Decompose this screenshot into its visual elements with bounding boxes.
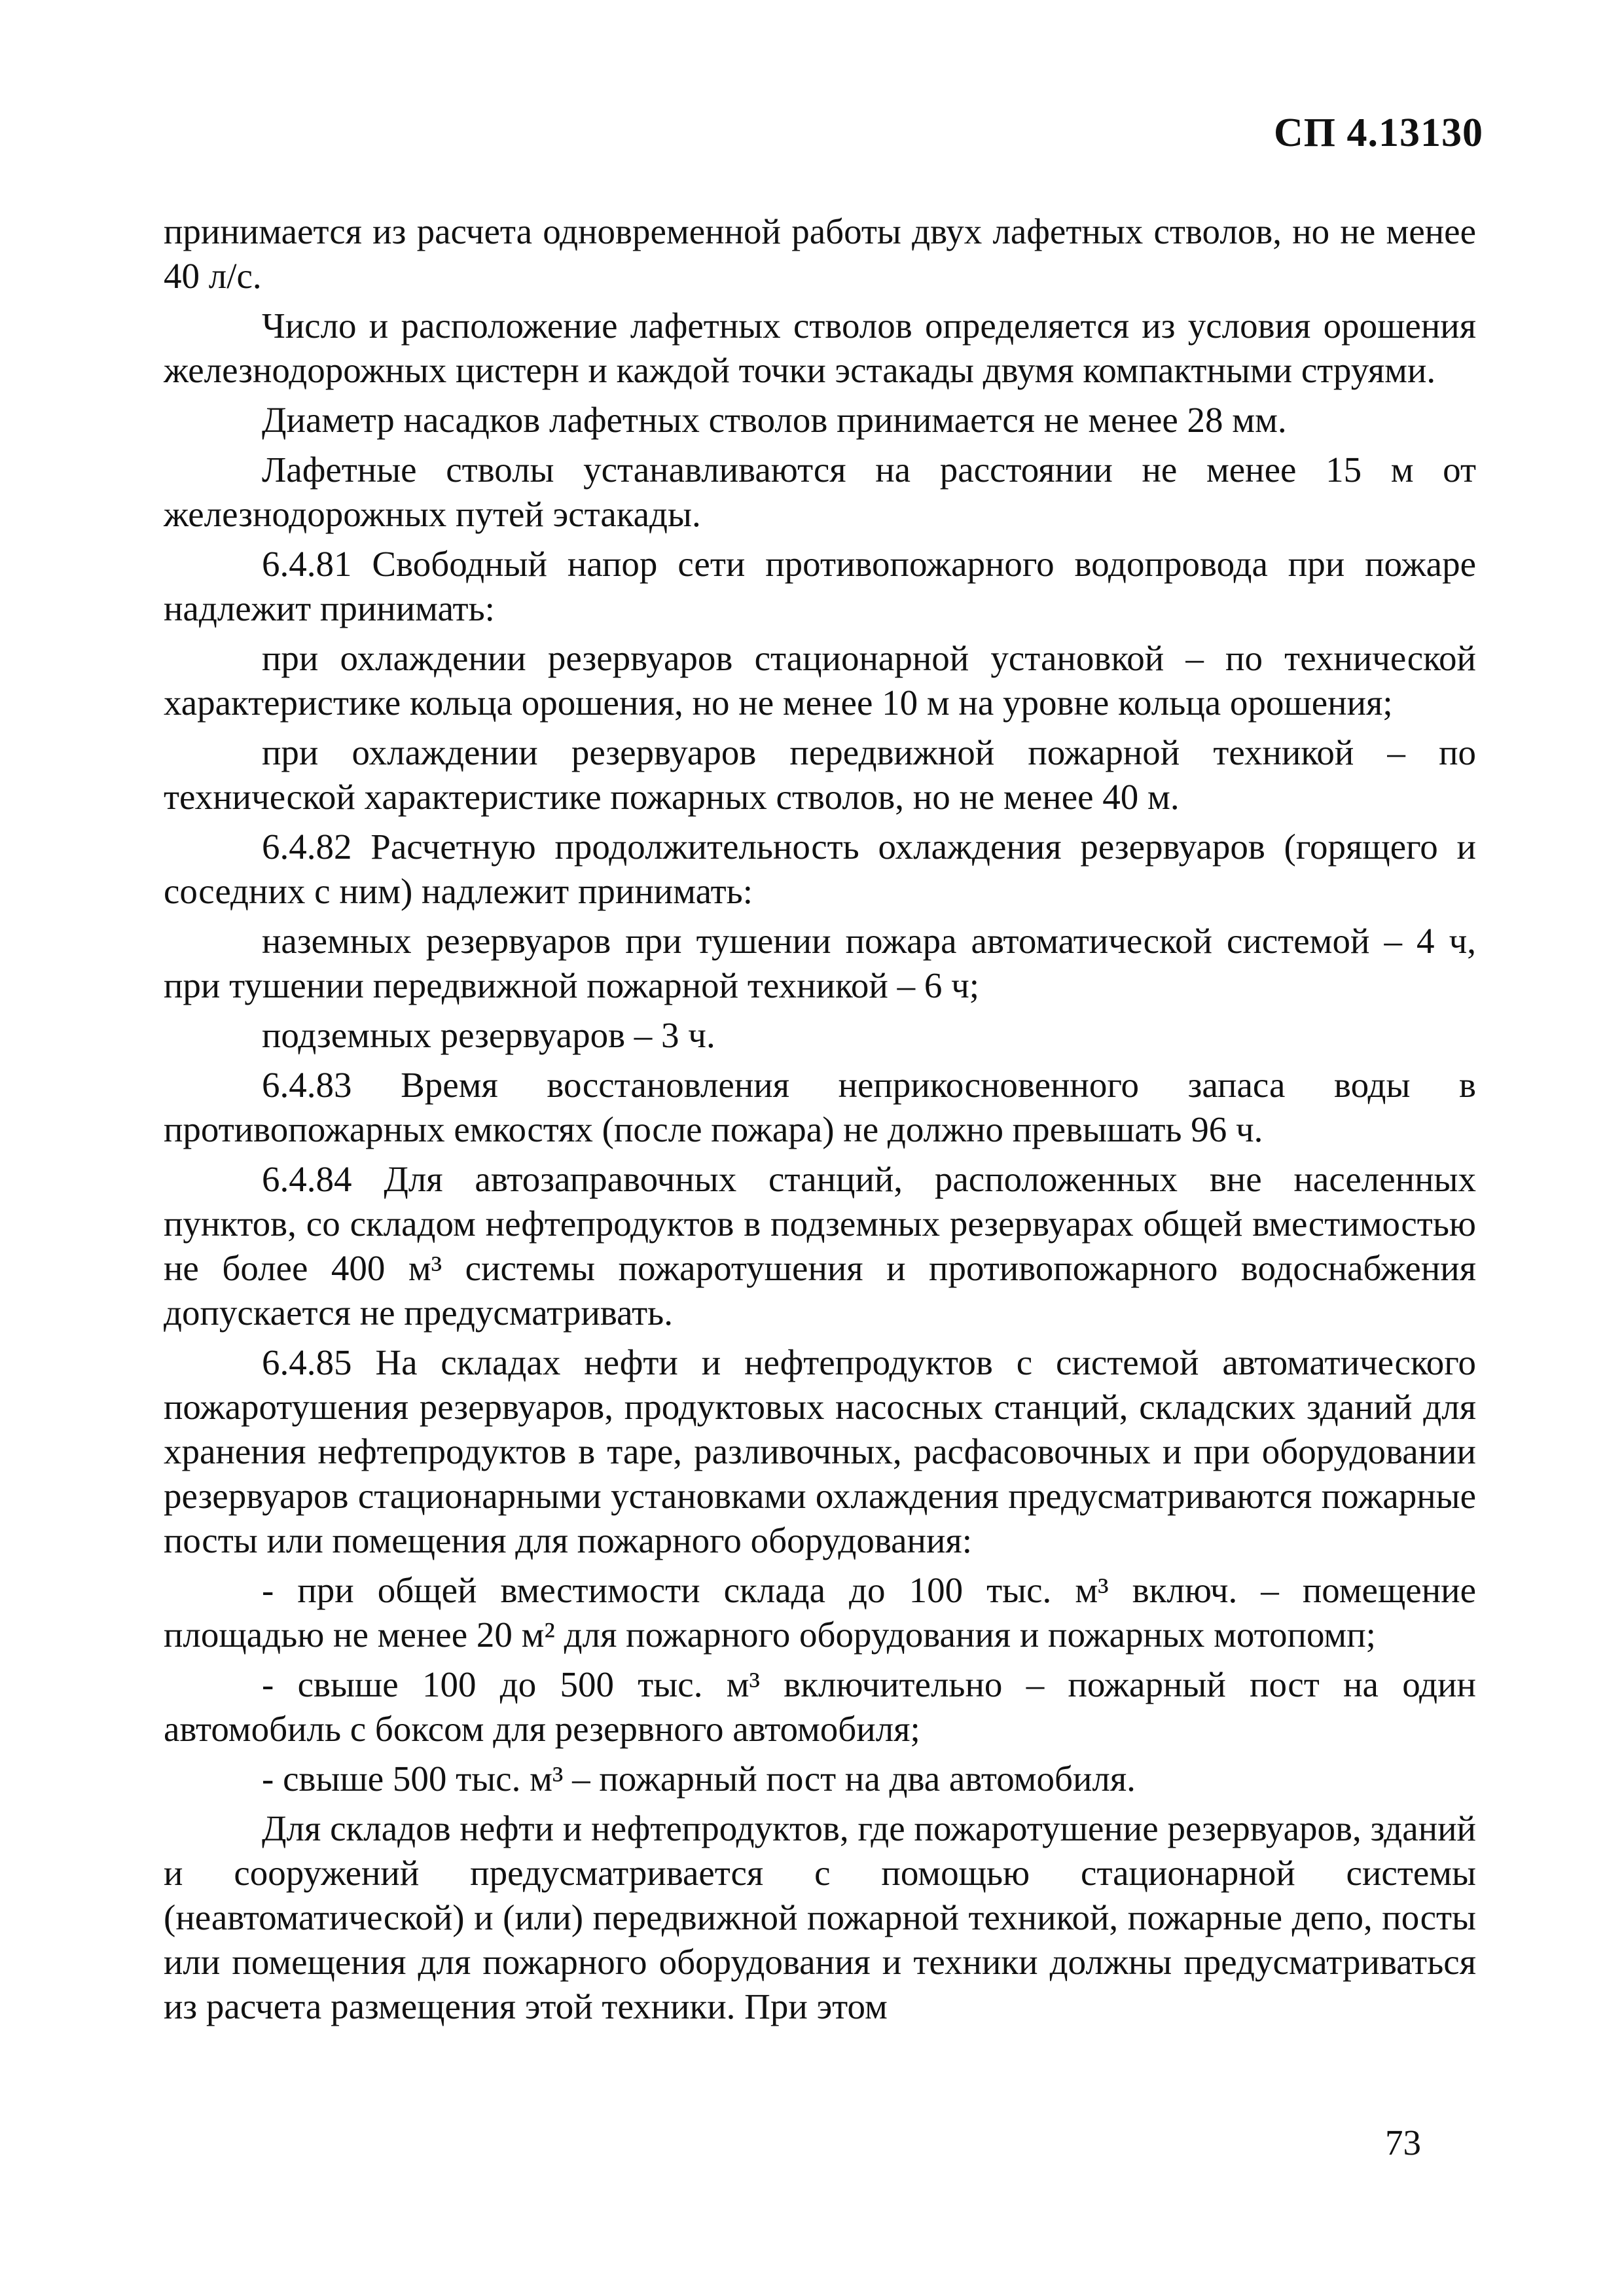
clause-6-4-81: 6.4.81 Свободный напор сети противопожарного водопровода при пожаре надлежит принимать:	[164, 544, 1476, 628]
paragraph: Для складов нефти и нефтепродуктов, где пожаротушение резервуаров, зданий и сооружений предусматривается с помощью стационарной системы (неавтоматической) и (или) передвижной пожарной техникой, пожарные депо, посты или помещения для пожарного оборудования и техники должны предусматриваться из расчета размещения этой техники. При этом	[164, 1808, 1476, 2026]
paragraph: Лафетные стволы устанавливаются на расстоянии не менее 15 м от железнодорожных путей эстакады.	[164, 450, 1476, 534]
paragraph: при охлаждении резервуаров стационарной установкой – по технической характеристике кольца орошения, но не менее 10 м на уровне кольца орошения;	[164, 638, 1476, 723]
clause-6-4-83: 6.4.83 Время восстановления неприкосновенного запаса воды в противопожарных емкостях (после пожара) не должно превышать 96 ч.	[164, 1065, 1476, 1149]
paragraph: подземных резервуаров – 3 ч.	[262, 1015, 715, 1055]
list-item: - при общей вместимости склада до 100 тыс. м³ включ. – помещение площадью не менее 20 м² для пожарного оборудования и пожарных мотопомп;	[164, 1570, 1476, 1655]
clause-6-4-84: 6.4.84 Для автозаправочных станций, расположенных вне населенных пунктов, со складом нефтепродуктов в подземных резервуарах общей вместимостью не более 400 м³ системы пожаротушения и противопожарного водоснабжения допускается не предусматривать.	[164, 1159, 1476, 1333]
paragraph: наземных резервуаров при тушении пожара автоматической системой – 4 ч, при тушении передвижной пожарной техникой – 6 ч;	[164, 921, 1476, 1005]
page-number: 73	[1385, 2123, 1421, 2162]
clause-6-4-85: 6.4.85 На складах нефти и нефтепродуктов с системой автоматического пожаротушения резервуаров, продуктовых насосных станций, складских зданий для хранения нефтепродуктов в таре, разливочных, расфасовочных и при оборудовании резервуаров стационарными установками охлаждения предусматриваются пожарные посты или помещения для пожарного оборудования:	[164, 1342, 1476, 1560]
paragraph: при охлаждении резервуаров передвижной пожарной техникой – по технической характеристике пожарных стволов, но не менее 40 м.	[164, 732, 1476, 817]
paragraph: Число и расположение лафетных стволов определяется из условия орошения железнодорожных цистерн и каждой точки эстакады двумя компактными струями.	[164, 306, 1476, 390]
list-item: - свыше 500 тыс. м³ – пожарный пост на два автомобиля.	[262, 1759, 1136, 1799]
clause-6-4-82: 6.4.82 Расчетную продолжительность охлаждения резервуаров (горящего и соседних с ним) надлежит принимать:	[164, 827, 1476, 911]
paragraph-continuation: принимается из расчета одновременной работы двух лафетных стволов, но не менее 40 л/с.	[164, 211, 1476, 296]
document-code: СП 4.13130	[1274, 111, 1483, 155]
list-item: - свыше 100 до 500 тыс. м³ включительно – пожарный пост на один автомобиль с боксом для резервного автомобиля;	[164, 1664, 1476, 1749]
paragraph: Диаметр насадков лафетных стволов принимается не менее 28 мм.	[262, 400, 1287, 440]
document-body	[164, 209, 1476, 2029]
